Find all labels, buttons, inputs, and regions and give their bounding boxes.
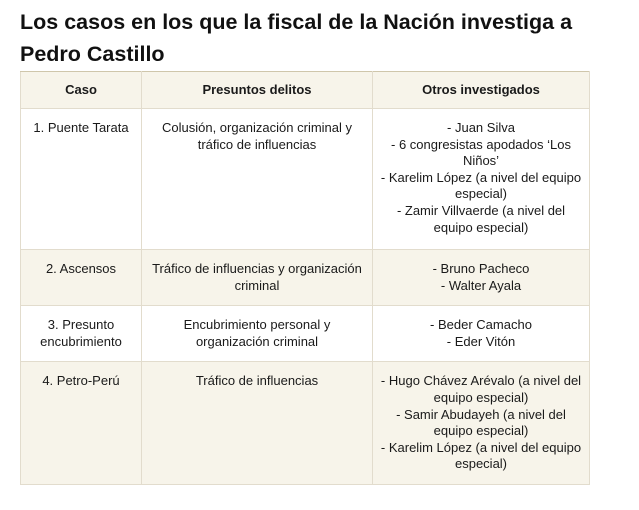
cell-caso: 2. Ascensos [21,250,142,306]
investigado-item: - Juan Silva [447,120,515,135]
cell-otros-investigados [373,362,590,485]
column-header-presuntos-delitos: Presuntos delitos [142,72,373,109]
investigado-item: - Beder Camacho [430,317,532,333]
investigado-item: - 6 congresistas apodados ‘Los Niños’ [391,136,571,169]
investigado-item: - Karelim López (a nivel del equipo especial) [380,169,582,202]
cell-otros-investigados [373,306,590,362]
column-header-otros-investigados: Otros investigados [373,72,590,109]
cell-otros-investigados [373,109,590,250]
cell-presuntos-delitos: Colusión, organización criminal y tráfico de influencias [142,109,373,250]
investigado-item: - Eder Vitón [446,333,516,349]
cell-presuntos-delitos: Tráfico de influencias [142,362,373,485]
page-title: Los casos en los que la fiscal de la Nación investiga a Pedro Castillo [20,10,573,66]
cell-caso: 3. Presunto encubrimiento [21,306,142,362]
cell-caso: 1. Puente Tarata [21,109,142,250]
investigado-item: - Hugo Chávez Arévalo (a nivel del equipo especial) [380,373,582,405]
investigado-item: - Zamir Villvaerde (a nivel del equipo especial) [396,202,566,235]
table-header-row [21,72,590,109]
cell-presuntos-delitos: Encubrimiento personal y organización criminal [142,306,373,362]
column-header-caso: Caso [21,72,142,109]
table-row [21,109,590,250]
investigado-item: - Samir Abudayeh (a nivel del equipo especial) [396,406,566,439]
investigado-item: - Karelim López (a nivel del equipo especial) [380,439,582,472]
table-row [21,250,590,306]
cell-presuntos-delitos: Tráfico de influencias y organización criminal [142,250,373,306]
investigado-item: - Bruno Pacheco [432,261,530,276]
cases-table [20,71,590,485]
table-row [21,362,590,485]
table-row [21,306,590,362]
cell-otros-investigados [373,250,590,306]
investigado-item: - Walter Ayala [440,277,522,293]
cell-caso: 4. Petro-Perú [21,362,142,485]
